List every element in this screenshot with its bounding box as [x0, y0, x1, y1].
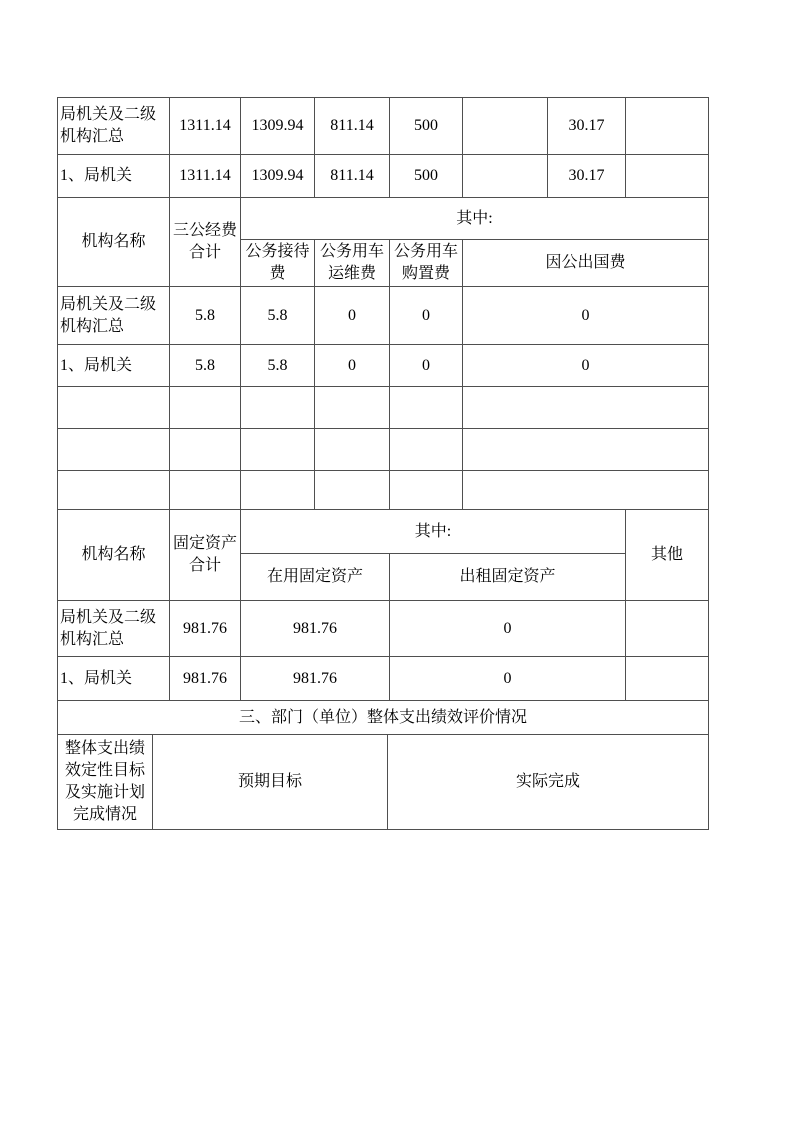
value-cell — [463, 471, 709, 510]
section3-title: 三、部门（单位）整体支出绩效评价情况 — [58, 701, 709, 735]
value-cell: 811.14 — [315, 155, 390, 198]
table-row — [58, 155, 709, 198]
value-cell — [390, 387, 463, 429]
qualitative-goal-label: 整体支出绩效定性目标及实施计划完成情况 — [58, 735, 153, 830]
value-cell — [315, 387, 390, 429]
value-cell: 5.8 — [170, 287, 241, 345]
org-label-cell — [58, 429, 170, 471]
value-cell — [241, 429, 315, 471]
value-cell: 0 — [463, 287, 709, 345]
value-cell: 0 — [390, 657, 626, 701]
org-label-cell: 1、局机关 — [58, 657, 170, 701]
value-cell — [241, 387, 315, 429]
value-cell: 981.76 — [170, 601, 241, 657]
value-cell — [626, 98, 709, 155]
table-row — [58, 345, 709, 387]
actual-completion-header: 实际完成 — [388, 735, 709, 830]
among-header: 其中: — [241, 510, 626, 554]
value-cell — [315, 471, 390, 510]
leased-asset-header: 出租固定资产 — [390, 554, 626, 601]
value-cell: 981.76 — [241, 657, 390, 701]
table-row — [58, 601, 709, 657]
value-cell — [390, 429, 463, 471]
value-cell: 500 — [390, 98, 463, 155]
value-cell: 981.76 — [170, 657, 241, 701]
value-cell: 0 — [463, 345, 709, 387]
section-title-row — [58, 701, 709, 735]
three-public-total-header: 三公经费合计 — [170, 198, 241, 287]
vehicle-purchase-header: 公务用车购置费 — [390, 240, 463, 287]
other-header: 其他 — [626, 510, 709, 601]
value-cell — [170, 471, 241, 510]
in-use-asset-header: 在用固定资产 — [241, 554, 390, 601]
table-row — [58, 657, 709, 701]
table-header-row — [58, 198, 709, 240]
table-header-row — [58, 510, 709, 554]
value-cell — [463, 387, 709, 429]
value-cell: 5.8 — [241, 345, 315, 387]
value-cell — [626, 601, 709, 657]
value-cell: 5.8 — [170, 345, 241, 387]
value-cell: 0 — [315, 287, 390, 345]
org-label-cell: 1、局机关 — [58, 345, 170, 387]
value-cell: 30.17 — [548, 155, 626, 198]
value-cell: 1311.14 — [170, 155, 241, 198]
value-cell: 0 — [390, 601, 626, 657]
abroad-expense-header: 因公出国费 — [463, 240, 709, 287]
value-cell — [626, 155, 709, 198]
value-cell — [390, 471, 463, 510]
value-cell — [463, 429, 709, 471]
value-cell: 1311.14 — [170, 98, 241, 155]
org-label-cell: 1、局机关 — [58, 155, 170, 198]
table-row — [58, 735, 709, 830]
among-header: 其中: — [241, 198, 709, 240]
value-cell: 811.14 — [315, 98, 390, 155]
value-cell — [626, 657, 709, 701]
empty-table-row — [58, 429, 709, 471]
value-cell: 1309.94 — [241, 98, 315, 155]
org-name-header: 机构名称 — [58, 198, 170, 287]
report-page — [57, 97, 708, 830]
value-cell — [463, 98, 548, 155]
value-cell — [463, 155, 548, 198]
value-cell: 30.17 — [548, 98, 626, 155]
org-label-cell — [58, 471, 170, 510]
fixed-asset-total-header: 固定资产合计 — [170, 510, 241, 601]
vehicle-maintenance-header: 公务用车运维费 — [315, 240, 390, 287]
table-row — [58, 287, 709, 345]
three-public-funds-table — [57, 197, 709, 510]
org-label-cell — [58, 387, 170, 429]
value-cell — [241, 471, 315, 510]
value-cell: 500 — [390, 155, 463, 198]
empty-table-row — [58, 387, 709, 429]
value-cell — [170, 429, 241, 471]
org-label-cell: 局机关及二级机构汇总 — [58, 601, 170, 657]
performance-evaluation-table — [57, 700, 709, 830]
empty-table-row — [58, 471, 709, 510]
fixed-assets-table — [57, 509, 709, 701]
value-cell: 0 — [390, 345, 463, 387]
budget-expenditure-table — [57, 97, 709, 198]
table-row — [58, 98, 709, 155]
value-cell — [315, 429, 390, 471]
expected-goal-header: 预期目标 — [153, 735, 388, 830]
org-label-cell: 局机关及二级机构汇总 — [58, 98, 170, 155]
value-cell: 0 — [390, 287, 463, 345]
value-cell: 1309.94 — [241, 155, 315, 198]
official-reception-header: 公务接待费 — [241, 240, 315, 287]
org-label-cell: 局机关及二级机构汇总 — [58, 287, 170, 345]
value-cell: 0 — [315, 345, 390, 387]
org-name-header: 机构名称 — [58, 510, 170, 601]
value-cell — [170, 387, 241, 429]
value-cell: 5.8 — [241, 287, 315, 345]
value-cell: 981.76 — [241, 601, 390, 657]
